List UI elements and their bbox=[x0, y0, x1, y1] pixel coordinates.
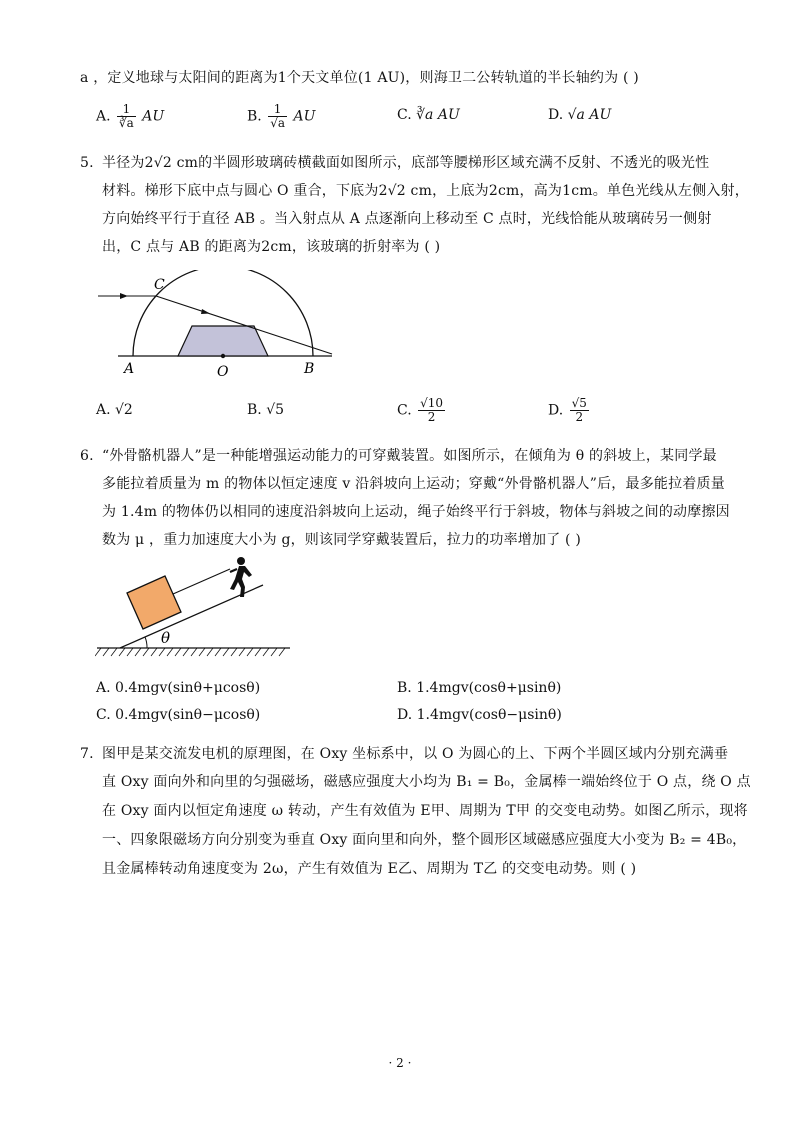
q6-number: 6. bbox=[80, 448, 94, 464]
q7-stem-line: 且金属棒转动角速度变为 2ω，产生有效值为 E乙、周期为 T乙 的交变电动势。则 ( ) bbox=[102, 861, 637, 877]
q5-stem-line: 半径为2√2 cm的半圆形玻璃砖横截面如图所示，底部等腰梯形区域充满不反射、不透光的吸光性 bbox=[102, 155, 710, 171]
q4-option-d[interactable]: D. √a AU bbox=[548, 107, 612, 123]
q5-stem-line: 方向始终平行于直径 AB 。当入射点从 A 点逐渐向上移动至 C 点时，光线恰能从玻璃砖另一侧射 bbox=[102, 211, 712, 227]
q6-stem-line: 多能拉着质量为 m 的物体以恒定速度 v 沿斜坡向上运动；穿戴“外骨骼机器人”后，最多能拉着质量 bbox=[102, 476, 725, 492]
q6-incline-figure bbox=[95, 555, 295, 665]
label-b: B bbox=[304, 361, 315, 377]
q4-option-c[interactable]: C. ∛a AU bbox=[397, 107, 460, 123]
q5-option-b[interactable]: B. √5 bbox=[247, 402, 285, 418]
q5-stem-line: 出，C 点与 AB 的距离为2cm，该玻璃的折射率为 ( ) bbox=[102, 239, 441, 255]
label-o: O bbox=[217, 364, 229, 380]
q6-option-a[interactable]: A. 0.4mgv(sinθ+μcosθ) bbox=[96, 680, 261, 696]
q7-stem-line: 在 Oxy 面内以恒定角速度 ω 转动，产生有效值为 E甲、周期为 T甲 的交变电动势。如图乙所示，现将 bbox=[102, 803, 748, 819]
center-point bbox=[221, 354, 225, 358]
incident-arrow-icon bbox=[120, 293, 128, 299]
q4-stem-line: a ，定义地球与太阳间的距离为1个天文单位(1 AU)，则海卫二公转轨道的半长轴约为 ( ) bbox=[80, 70, 639, 86]
page-number: · 2 · bbox=[388, 1056, 412, 1070]
q6-stem-line: “外骨骼机器人”是一种能增强运动能力的可穿戴装置。如图所示，在倾角为 θ 的斜坡上，某同学最 bbox=[102, 448, 717, 464]
trapezoid-absorber bbox=[178, 326, 268, 356]
q5-stem-line: 材料。梯形下底中点与圆心 O 重合，下底为2√2 cm，上底为2cm，高为1cm。单色光线从左侧入射， bbox=[102, 183, 749, 199]
q7-stem-line: 图甲是某交流发电机的原理图，在 Oxy 坐标系中，以 O 为圆心的上、下两个半圆区域内分别充满垂 bbox=[102, 746, 729, 762]
q4-option-a[interactable]: A. $\frac{1}{∛a}$ AU bbox=[96, 102, 165, 130]
angle-arc bbox=[145, 637, 147, 648]
q5-option-c-fraction: $\frac{√10}{2}$ bbox=[420, 396, 444, 424]
q5-option-d-fraction: $\frac{√5}{2}$ bbox=[571, 396, 587, 424]
q6-stem-line: 数为 μ ，重力加速度大小为 g，则该同学穿戴装置后，拉力的功率增加了 ( ) bbox=[102, 532, 582, 548]
label-a: A bbox=[124, 361, 135, 377]
q5-semicircle-figure bbox=[90, 270, 350, 385]
q4-option-b[interactable]: B. $\frac{1}{√a}$ AU bbox=[247, 102, 316, 130]
q6-option-b[interactable]: B. 1.4mgv(cosθ+μsinθ) bbox=[397, 680, 562, 696]
q7-stem-line: 一、四象限磁场方向分别变为垂直 Oxy 面向里和向外，整个圆形区域磁感应强度大小变为 B₂ = 4B₀， bbox=[102, 832, 747, 848]
q7-stem-line: 直 Oxy 面向外和向里的匀强磁场，磁感应强度大小均为 B₁ = B₀，金属棒一端始终位于 O 点，绕 O 点 bbox=[102, 774, 751, 790]
q7-number: 7. bbox=[80, 746, 94, 762]
label-c: C bbox=[154, 277, 165, 293]
q4-option-a-fraction: $\frac{1}{∛a}$ bbox=[119, 102, 134, 130]
q6-option-c[interactable]: C. 0.4mgv(sinθ−μcosθ) bbox=[96, 707, 261, 723]
q5-option-c[interactable]: C. $\frac{√10}{2}$ bbox=[397, 396, 444, 424]
q5-option-a[interactable]: A. √2 bbox=[96, 402, 133, 418]
ground-hatching bbox=[95, 648, 285, 656]
block bbox=[127, 576, 181, 629]
rope bbox=[173, 569, 230, 594]
theta-label: θ bbox=[161, 629, 171, 647]
q6-stem-line: 为 1.4m 的物体仍以相同的速度沿斜坡向上运动，绳子始终平行于斜坡，物体与斜坡之间的动摩擦因 bbox=[102, 504, 730, 520]
refracted-arrow-icon bbox=[201, 309, 210, 314]
q4-option-b-fraction: $\frac{1}{√a}$ bbox=[270, 102, 286, 130]
q6-option-d[interactable]: D. 1.4mgv(cosθ−μsinθ) bbox=[397, 707, 562, 723]
q5-number: 5. bbox=[80, 155, 94, 171]
q5-option-d[interactable]: D. $\frac{√5}{2}$ bbox=[548, 396, 587, 424]
